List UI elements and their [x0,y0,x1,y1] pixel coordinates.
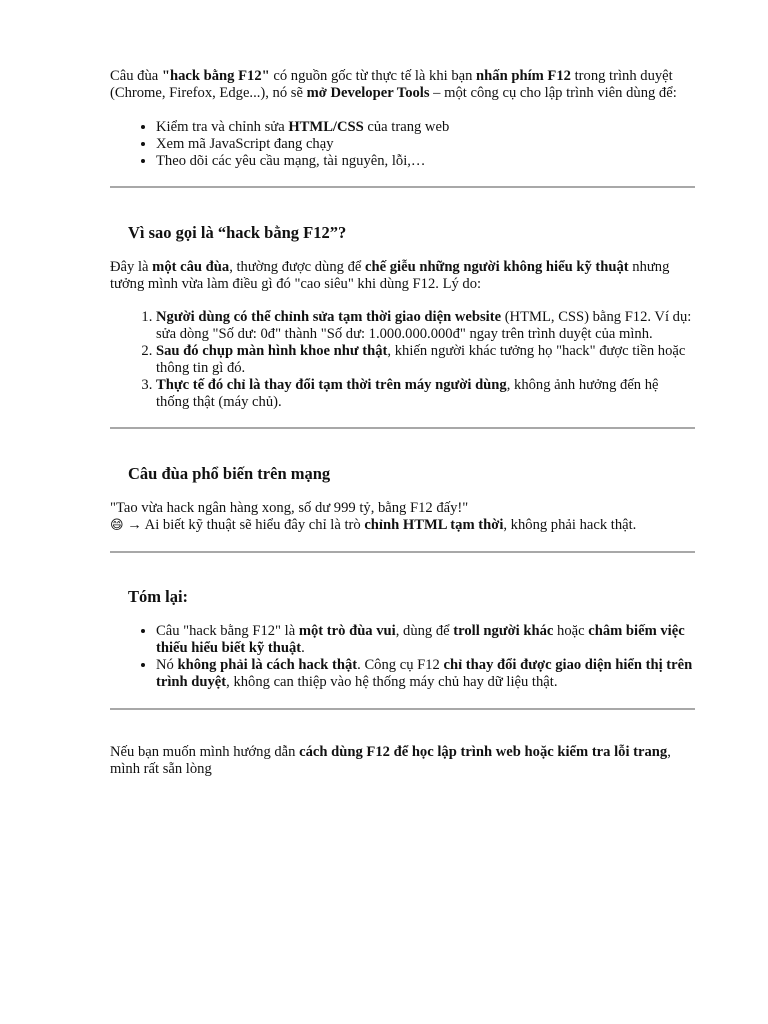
list-item: 2. Sau đó chụp màn hình khoe như thật, khiến người khác tưởng họ "hack" được tiền hoặc thông tin gì đó. [156,343,695,377]
devtools-uses-list [110,119,695,170]
list-item: 3. Thực tế đó chỉ là thay đổi tạm thời trên máy người dùng, không ảnh hưởng đến hệ thống thật (máy chủ). [156,377,695,411]
list-item: • Xem mã JavaScript đang chạy [156,136,695,153]
reasons-list [110,309,695,411]
list-item: • Theo dõi các yêu cầu mạng, tài nguyên, lỗi,… [156,153,695,170]
smiling-face-icon: 😄 [110,518,124,533]
section-heading-why: Vì sao gọi là “hack bằng F12”? [128,223,347,242]
section-heading-popular-joke: Câu đùa phổ biến trên mạng [128,464,331,483]
divider [110,427,695,429]
divider [110,551,695,553]
document-body [110,68,695,778]
list-item: 1. Người dùng có thể chỉnh sửa tạm thời giao diện website (HTML, CSS) bằng F12. Ví dụ: sửa dòng "Số dư: 0đ" thành "Số dư: 1.000.000.000đ" ngay trên trình duyệt của mình. [156,309,695,343]
list-item: • Nó không phải là cách hack thật. Công cụ F12 chỉ thay đổi được giao diện hiển thị trên trình duyệt, không can thiệp vào hệ thống máy chủ hay dữ liệu thật. [156,657,695,691]
joke-explanation: 😄 → Ai biết kỹ thuật sẽ hiểu đây chỉ là trò chỉnh HTML tạm thời, không phải hack thật. [110,517,637,533]
list-item: • Câu "hack bằng F12" là một trò đùa vui, dùng để troll người khác hoặc châm biếm việc thiếu hiểu biết kỹ thuật. [156,623,695,657]
closing-paragraph: Nếu bạn muốn mình hướng dẫn cách dùng F12 để học lập trình web hoặc kiểm tra lỗi trang, mình rất sẵn lòng [110,744,671,777]
intro-paragraph: Câu đùa "hack bằng F12" có nguồn gốc từ thực tế là khi bạn nhấn phím F12 trong trình duyệt (Chrome, Firefox, Edge...), nó sẽ mở Developer Tools – một công cụ cho lập trình viên dùng để: [110,68,677,101]
section-heading-summary: Tóm lại: [128,587,189,606]
joke-quote: "Tao vừa hack ngân hàng xong, số dư 999 tỷ, bằng F12 đấy!" [110,500,469,516]
summary-list [110,623,695,691]
divider [110,186,695,188]
why-paragraph: Đây là một câu đùa, thường được dùng để chế giễu những người không hiểu kỹ thuật nhưng tưởng mình vừa làm điều gì đó "cao siêu" khi dùng F12. Lý do: [110,259,670,292]
list-item: • Kiểm tra và chỉnh sửa HTML/CSS của trang web [156,119,695,136]
arrow-icon: → [123,517,145,533]
divider [110,708,695,710]
